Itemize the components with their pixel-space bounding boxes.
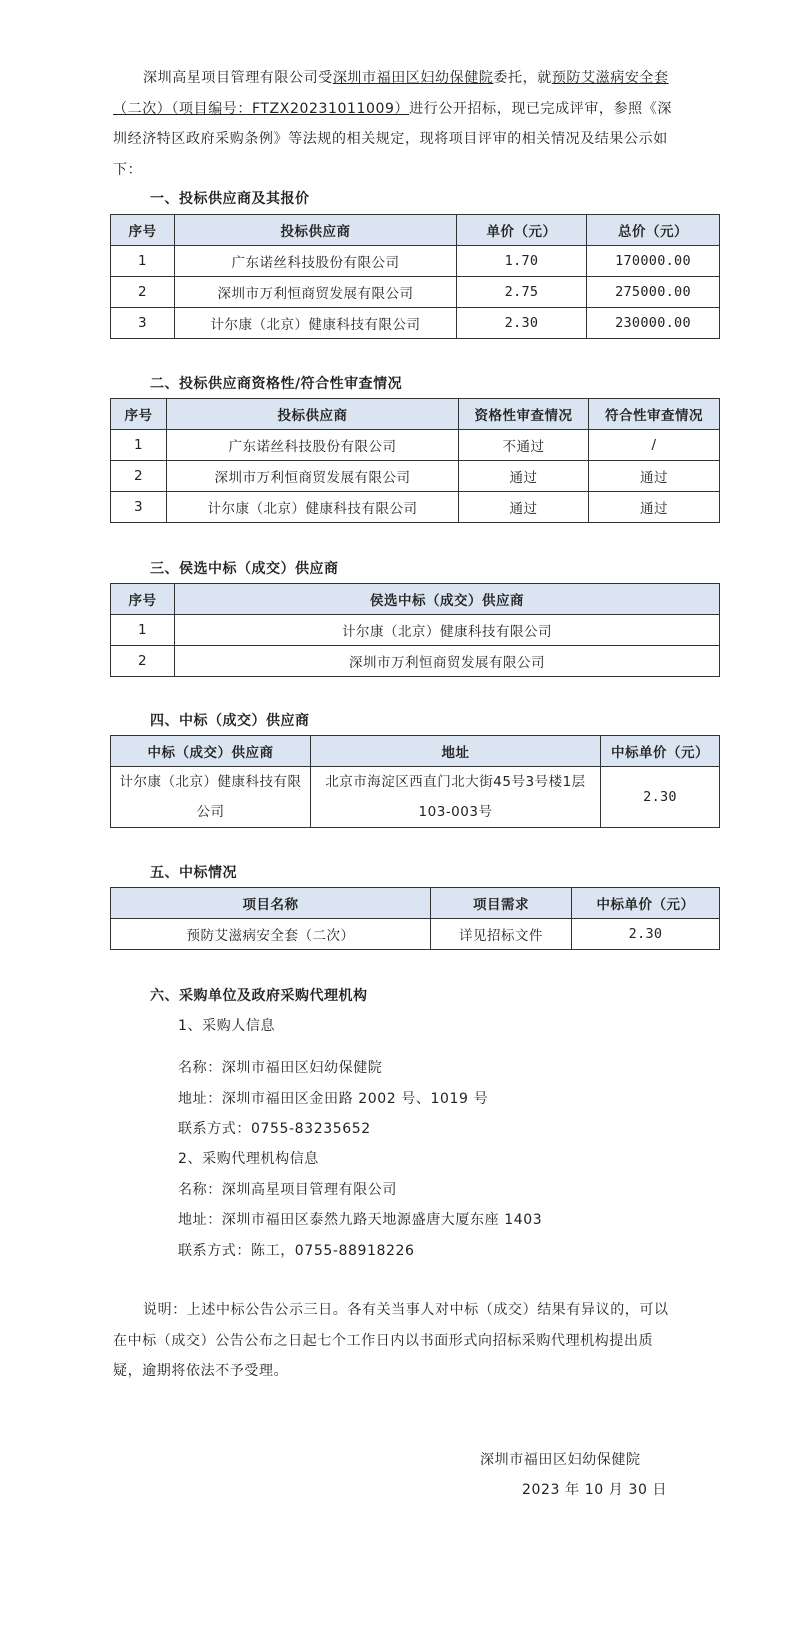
table-header-row bbox=[111, 399, 720, 430]
table-cell: 计尔康（北京）健康科技有限公司 bbox=[175, 308, 457, 339]
table-cell: 深圳市万利恒商贸发展有限公司 bbox=[175, 646, 720, 677]
table-cell: 170000.00 bbox=[587, 246, 720, 277]
table-cell: 1 bbox=[111, 430, 167, 461]
col-header: 资格性审查情况 bbox=[459, 399, 589, 430]
candidate-table bbox=[110, 583, 720, 677]
purchaser-subheading: 1、采购人信息 bbox=[178, 1018, 276, 1034]
table-cell: 2 bbox=[111, 277, 175, 308]
table-header-row bbox=[111, 584, 720, 615]
col-header: 中标单价（元） bbox=[601, 736, 720, 767]
table-cell: 广东诺丝科技股份有限公司 bbox=[167, 430, 459, 461]
intro-text-1: 深圳高星项目管理有限公司受 bbox=[143, 70, 333, 86]
table-cell: 2.30 bbox=[457, 308, 587, 339]
table-row bbox=[111, 615, 720, 646]
table-row bbox=[111, 461, 720, 492]
note-text: 说明：上述中标公告公示三日。各有关当事人对中标（成交）结果有异议的，可以在中标（成交）公告公布之日起七个工作日内以书面形式向招标采购代理机构提出质疑，逾期将依法不予受理。 bbox=[113, 1302, 669, 1379]
intro-text-2: 委托，就 bbox=[493, 70, 552, 86]
table-row bbox=[111, 767, 720, 828]
purchaser-contact-line: 联系方式：0755-83235652 bbox=[178, 1121, 371, 1137]
col-header: 序号 bbox=[111, 584, 175, 615]
table-cell: 通过 bbox=[459, 492, 589, 523]
table-cell: 1.70 bbox=[457, 246, 587, 277]
agency-contact-line: 联系方式：陈工，0755-88918226 bbox=[178, 1243, 415, 1259]
table-cell: 详见招标文件 bbox=[431, 919, 572, 950]
table-header-row bbox=[111, 215, 720, 246]
table-cell: 深圳市万利恒商贸发展有限公司 bbox=[167, 461, 459, 492]
table-row bbox=[111, 492, 720, 523]
table-cell: 3 bbox=[111, 308, 175, 339]
agency-subheading: 2、采购代理机构信息 bbox=[178, 1151, 319, 1167]
purchaser-name-line: 名称：深圳市福田区妇幼保健院 bbox=[178, 1060, 383, 1076]
table-row bbox=[111, 308, 720, 339]
bid-price-table bbox=[110, 214, 720, 339]
table-cell: 计尔康（北京）健康科技有限公司 bbox=[175, 615, 720, 646]
table-cell: 预防艾滋病安全套（二次） bbox=[111, 919, 431, 950]
col-header: 投标供应商 bbox=[167, 399, 459, 430]
table-cell: 230000.00 bbox=[587, 308, 720, 339]
intro-paragraph bbox=[113, 63, 678, 185]
col-header: 中标单价（元） bbox=[572, 888, 720, 919]
table-cell: 2.75 bbox=[457, 277, 587, 308]
table-cell: 3 bbox=[111, 492, 167, 523]
table-cell: 通过 bbox=[589, 492, 720, 523]
table-cell: 计尔康（北京）健康科技有限公司 bbox=[167, 492, 459, 523]
table-cell: 275000.00 bbox=[587, 277, 720, 308]
col-header: 中标（成交）供应商 bbox=[111, 736, 311, 767]
table-row bbox=[111, 430, 720, 461]
table-cell: 2 bbox=[111, 646, 175, 677]
table-cell: 北京市海淀区西直门北大街45号3号楼1层103-003号 bbox=[311, 767, 601, 828]
section1-title: 一、投标供应商及其报价 bbox=[150, 191, 310, 207]
table-row bbox=[111, 919, 720, 950]
section6-title: 六、采购单位及政府采购代理机构 bbox=[150, 988, 368, 1004]
project-name: 预防艾滋病安全套（二次）（项目编号：FTZX20231011009） bbox=[113, 70, 669, 117]
agency-address-line: 地址：深圳市福田区泰然九路天地源盛唐大厦东座 1403 bbox=[178, 1212, 543, 1228]
footer-date: 2023 年 10 月 30 日 bbox=[522, 1482, 668, 1498]
section4-title: 四、中标（成交）供应商 bbox=[150, 713, 310, 729]
table-cell: 深圳市万利恒商贸发展有限公司 bbox=[175, 277, 457, 308]
table-header-row bbox=[111, 888, 720, 919]
table-cell: 通过 bbox=[459, 461, 589, 492]
table-row bbox=[111, 277, 720, 308]
section2-title: 二、投标供应商资格性/符合性审查情况 bbox=[150, 376, 403, 392]
table-row bbox=[111, 246, 720, 277]
winner-table bbox=[110, 735, 720, 828]
col-header: 侯选中标（成交）供应商 bbox=[175, 584, 720, 615]
table-cell: 1 bbox=[111, 246, 175, 277]
table-row bbox=[111, 646, 720, 677]
qualification-table bbox=[110, 398, 720, 523]
table-cell: 通过 bbox=[589, 461, 720, 492]
table-cell: 2.30 bbox=[572, 919, 720, 950]
col-header: 单价（元） bbox=[457, 215, 587, 246]
note-paragraph bbox=[113, 1295, 678, 1387]
col-header: 符合性审查情况 bbox=[589, 399, 720, 430]
table-cell: 广东诺丝科技股份有限公司 bbox=[175, 246, 457, 277]
col-header: 项目需求 bbox=[431, 888, 572, 919]
section3-title: 三、侯选中标（成交）供应商 bbox=[150, 561, 339, 577]
table-cell: 2 bbox=[111, 461, 167, 492]
table-cell: 2.30 bbox=[601, 767, 720, 828]
table-cell: 1 bbox=[111, 615, 175, 646]
col-header: 项目名称 bbox=[111, 888, 431, 919]
award-table bbox=[110, 887, 720, 950]
purchaser-name: 深圳市福田区妇幼保健院 bbox=[332, 70, 494, 86]
table-cell: 不通过 bbox=[459, 430, 589, 461]
table-cell: 计尔康（北京）健康科技有限公司 bbox=[111, 767, 311, 828]
purchaser-address-line: 地址：深圳市福田区金田路 2002 号、1019 号 bbox=[178, 1091, 489, 1107]
col-header: 序号 bbox=[111, 399, 167, 430]
table-header-row bbox=[111, 736, 720, 767]
intro-text-3: 进行公开招标，现已完成评审，参照《深圳经济特区政府采购条例》等法规的相关规定，现将项目评审的相关情况及结果公示如下： bbox=[113, 100, 672, 178]
agency-name-line: 名称：深圳高星项目管理有限公司 bbox=[178, 1182, 397, 1198]
table-cell: / bbox=[589, 430, 720, 461]
col-header: 序号 bbox=[111, 215, 175, 246]
col-header: 总价（元） bbox=[587, 215, 720, 246]
col-header: 地址 bbox=[311, 736, 601, 767]
section5-title: 五、中标情况 bbox=[150, 865, 237, 881]
col-header: 投标供应商 bbox=[175, 215, 457, 246]
footer-organization: 深圳市福田区妇幼保健院 bbox=[480, 1452, 641, 1468]
